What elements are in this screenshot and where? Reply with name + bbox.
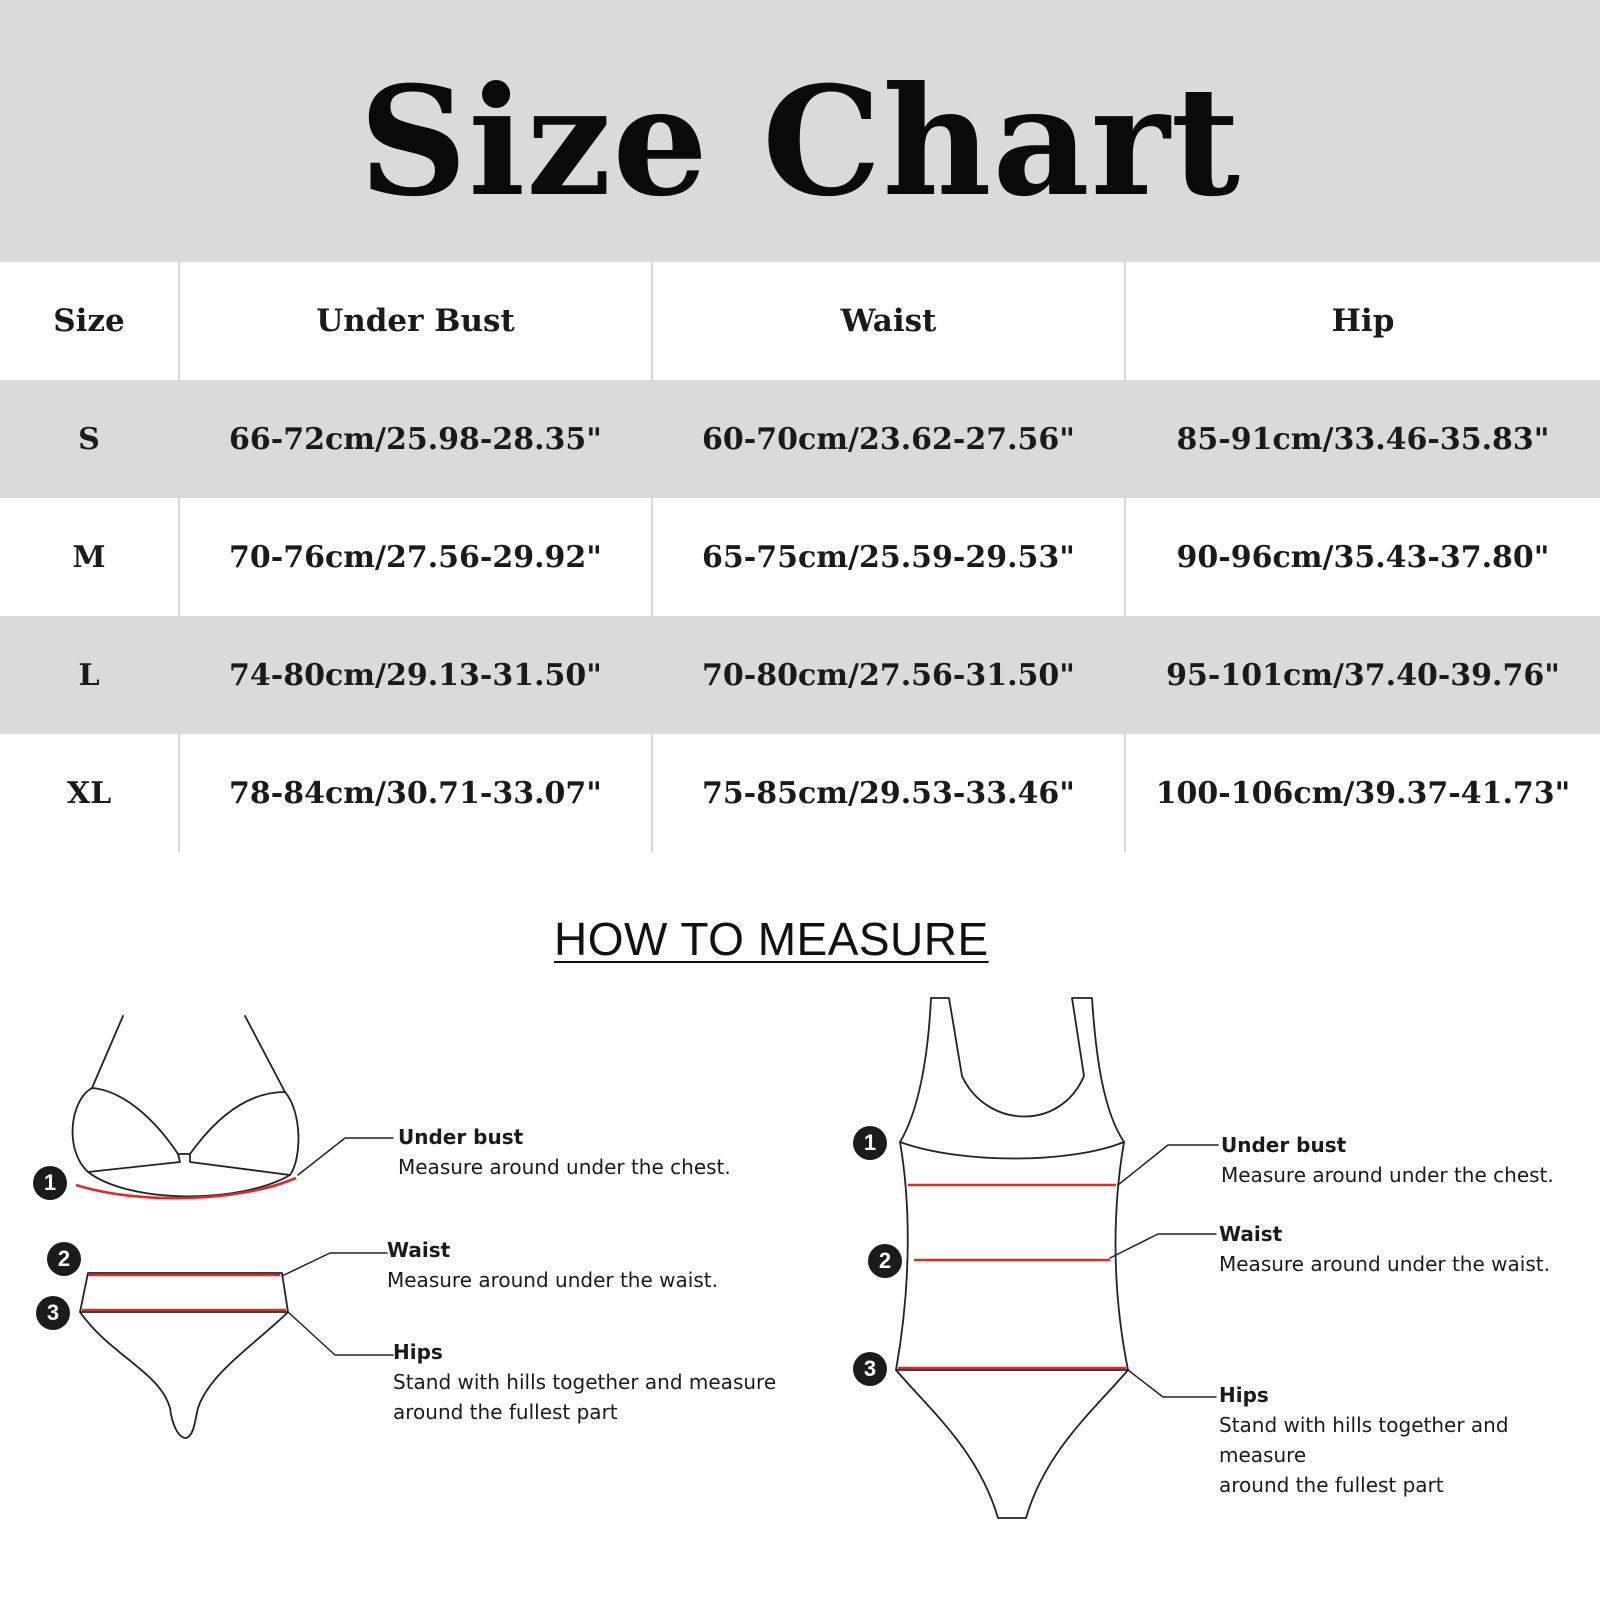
how-to-measure-heading: HOW TO MEASURE xyxy=(554,913,989,965)
label-desc: Stand with hills together and measure xyxy=(393,1370,777,1394)
label-title: Under bust xyxy=(398,1125,524,1149)
cell-under-bust: 66-72cm/25.98-28.35" xyxy=(179,380,652,498)
cell-under-bust: 74-80cm/29.13-31.50" xyxy=(179,616,652,734)
cell-size: S xyxy=(0,380,179,498)
badge-3: 3 xyxy=(853,1352,887,1386)
label-desc: Measure around under the waist. xyxy=(387,1268,718,1292)
header-hip: Hip xyxy=(1125,262,1600,380)
badge-2: 2 xyxy=(868,1244,902,1278)
cell-waist: 65-75cm/25.59-29.53" xyxy=(652,498,1125,616)
bikini-hips-label xyxy=(393,1337,776,1427)
cell-size: XL xyxy=(0,734,179,852)
label-desc: around the fullest part xyxy=(1219,1473,1444,1497)
bikini-top-illustration xyxy=(73,1016,299,1196)
badge-2: 2 xyxy=(47,1242,81,1276)
bikini-bottom-illustration xyxy=(80,1273,288,1438)
swimsuit-waist-label xyxy=(1219,1219,1550,1279)
cell-waist: 75-85cm/29.53-33.46" xyxy=(652,734,1125,852)
cell-size: L xyxy=(0,616,179,734)
label-title: Waist xyxy=(387,1238,451,1262)
bikini-waist-label xyxy=(387,1235,718,1295)
page-title: Size Chart xyxy=(358,54,1242,230)
label-title: Hips xyxy=(1219,1383,1269,1407)
label-desc: Stand with hills together and measure xyxy=(1219,1413,1509,1467)
header-under-bust: Under Bust xyxy=(179,262,652,380)
cell-waist: 70-80cm/27.56-31.50" xyxy=(652,616,1125,734)
cell-hip: 90-96cm/35.43-37.80" xyxy=(1125,498,1600,616)
cell-size: M xyxy=(0,498,179,616)
header-waist: Waist xyxy=(652,262,1125,380)
badge-3: 3 xyxy=(36,1296,70,1330)
bikini-under-bust-label xyxy=(398,1122,731,1182)
label-desc: Measure around under the chest. xyxy=(1221,1163,1554,1187)
label-title: Under bust xyxy=(1221,1133,1347,1157)
header-size: Size xyxy=(0,262,179,380)
badge-1: 1 xyxy=(33,1166,67,1200)
cell-waist: 60-70cm/23.62-27.56" xyxy=(652,380,1125,498)
label-desc: around the fullest part xyxy=(393,1400,618,1424)
cell-under-bust: 78-84cm/30.71-33.07" xyxy=(179,734,652,852)
badge-1: 1 xyxy=(853,1126,887,1160)
label-desc: Measure around under the chest. xyxy=(398,1155,731,1179)
cell-hip: 85-91cm/33.46-35.83" xyxy=(1125,380,1600,498)
cell-hip: 95-101cm/37.40-39.76" xyxy=(1125,616,1600,734)
swimsuit-hips-label xyxy=(1219,1380,1600,1500)
swimsuit-under-bust-label xyxy=(1221,1130,1554,1190)
label-title: Waist xyxy=(1219,1222,1283,1246)
swimsuit-illustration xyxy=(896,998,1128,1518)
label-title: Hips xyxy=(393,1340,443,1364)
cell-under-bust: 70-76cm/27.56-29.92" xyxy=(179,498,652,616)
cell-hip: 100-106cm/39.37-41.73" xyxy=(1125,734,1600,852)
label-desc: Measure around under the waist. xyxy=(1219,1252,1550,1276)
